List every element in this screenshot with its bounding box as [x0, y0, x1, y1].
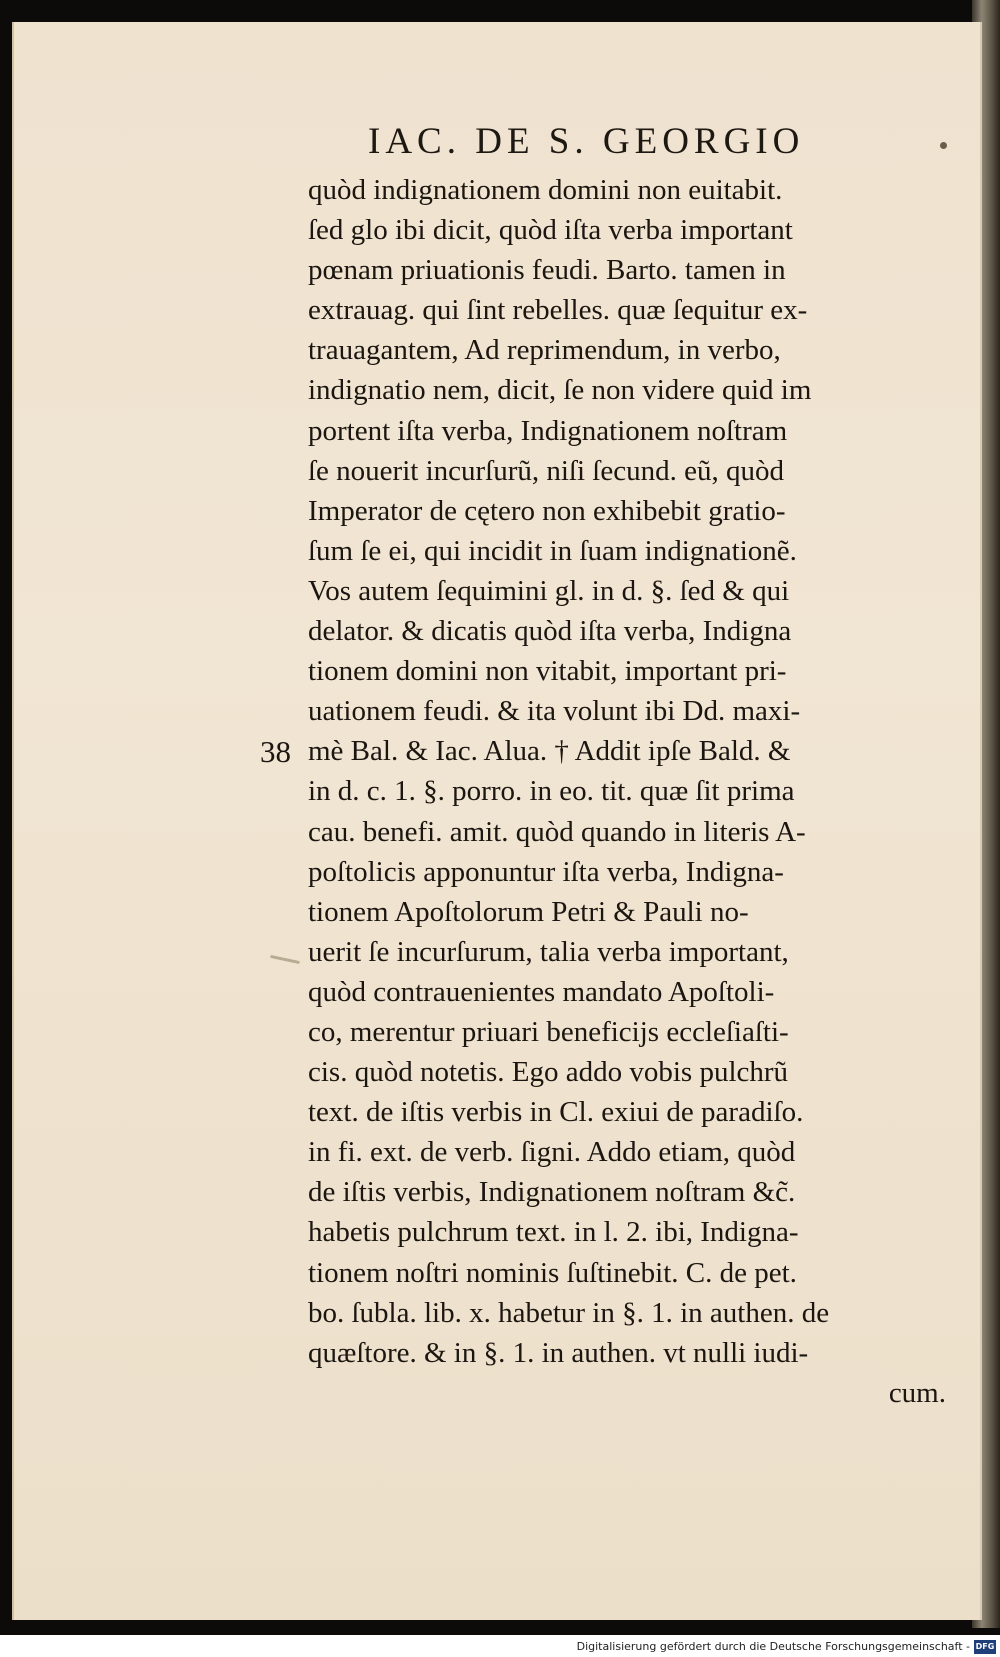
text-line: quòd contrauenientes mandato Apoſtoli-: [308, 975, 775, 1008]
text-line: de iſtis verbis, Indignationem noſtram &c̃.: [308, 1176, 796, 1209]
text-line: trauagantem, Ad reprimendum, in verbo,: [308, 334, 781, 367]
head-ornament-dot: [940, 142, 947, 149]
text-line: quæſtore. & in §. 1. in authen. vt nulli iudi-: [308, 1336, 809, 1369]
text-line: in d. c. 1. §. porro. in eo. tit. quæ ſit prima: [308, 775, 795, 808]
digitization-footer: [0, 1635, 1000, 1657]
text-line: in fi. ext. de verb. ſigni. Addo etiam, quòd: [308, 1136, 796, 1169]
text-line: habetis pulchrum text. in l. 2. ibi, Indigna-: [308, 1216, 799, 1249]
text-line: poſtolicis apponuntur iſta verba, Indigna-: [308, 855, 784, 888]
text-line: ſe nouerit incurſurũ, niſi ſecund. eũ, quòd: [308, 454, 784, 487]
text-line: uerit ſe incurſurum, talia verba important,: [308, 935, 789, 968]
text-line: co, merentur priuari beneficijs eccleſiaſti-: [308, 1015, 789, 1048]
text-line: mè Bal. & Iac. Alua. † Addit ipſe Bald. &: [308, 735, 791, 768]
text-line: pœnam priuationis feudi. Barto. tamen in: [308, 254, 786, 287]
margin-number: 38: [260, 734, 291, 769]
text-line: tionem domini non vitabit, important pri-: [308, 655, 787, 688]
text-line: Imperator de cętero non exhibebit gratio-: [308, 494, 786, 527]
text-line: uationem feudi. & ita volunt ibi Dd. maxi-: [308, 695, 801, 728]
text-line: ſum ſe ei, qui incidit in ſuam indignationẽ.: [308, 534, 797, 567]
dfg-logo-icon: DFG: [974, 1640, 996, 1654]
text-line: indignatio nem, dicit, ſe non videre quid im: [308, 374, 812, 407]
body-text: [308, 170, 948, 1413]
footer-credit-text: Digitalisierung gefördert durch die Deutsche Forschungsgemeinschaft -: [576, 1640, 970, 1653]
text-line: ſed glo ibi dicit, quòd iſta verba important: [308, 214, 793, 247]
text-line: cau. benefi. amit. quòd quando in literis A-: [308, 815, 806, 848]
text-line: portent iſta verba, Indignationem noſtram: [308, 414, 788, 447]
catchword: cum.: [888, 1376, 946, 1409]
text-line: text. de iſtis verbis in Cl. exiui de paradiſo.: [308, 1096, 804, 1129]
text-line: cis. quòd notetis. Ego addo vobis pulchrũ: [308, 1056, 789, 1089]
text-line: tionem Apoſtolorum Petri & Pauli no-: [308, 895, 749, 928]
text-line: delator. & dicatis quòd iſta verba, Indigna: [308, 615, 792, 648]
text-line: extrauag. qui ſint rebelles. quæ ſequitur ex-: [308, 294, 808, 327]
text-line: quòd indignationem domini non euitabit.: [308, 174, 783, 206]
text-line: Vos autem ſequimini gl. in d. §. ſed & qui: [308, 574, 790, 607]
text-line: bo. ſubla. lib. x. habetur in §. 1. in authen. de: [308, 1296, 830, 1329]
text-line: tionem noſtri nominis ſuſtinebit. C. de pet.: [308, 1256, 797, 1289]
running-head: IAC. DE S. GEORGIO: [368, 121, 805, 162]
